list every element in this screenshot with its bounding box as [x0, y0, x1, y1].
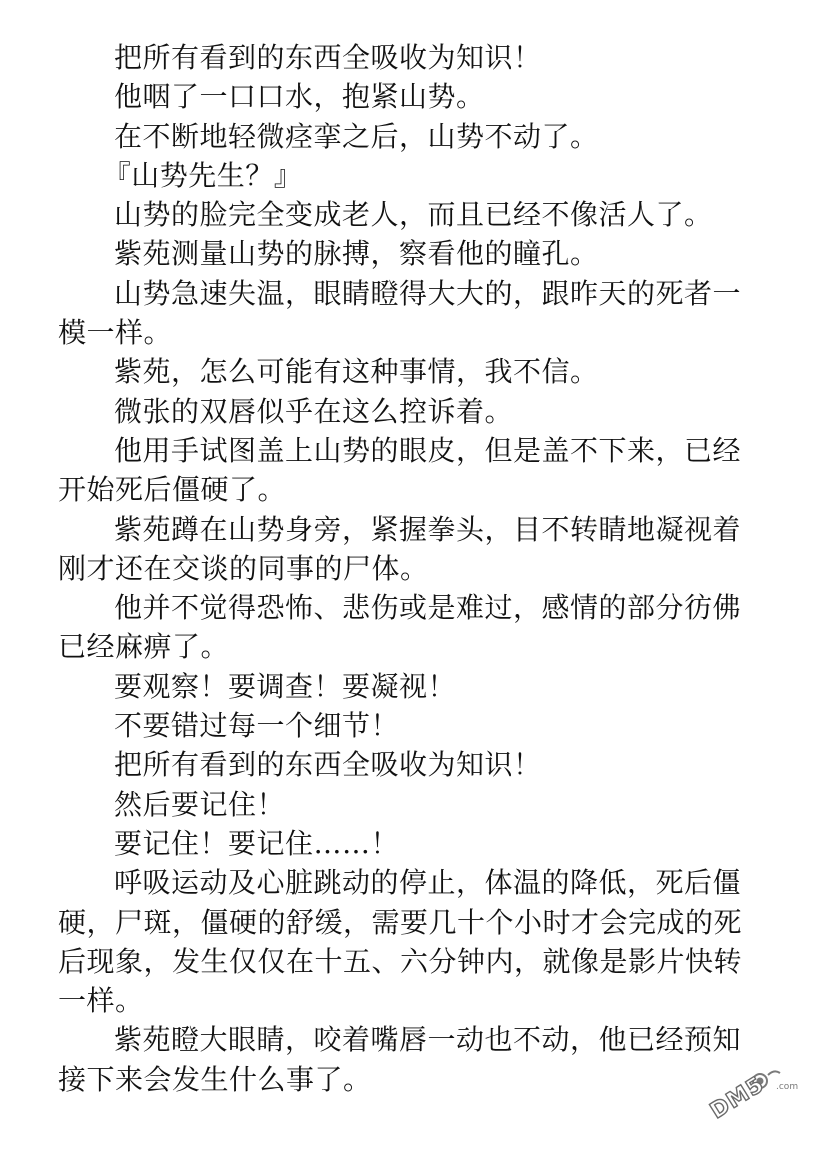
paragraph: 不要错过每一个细节！	[114, 709, 400, 743]
novel-page-body	[58, 38, 758, 1099]
paragraph: 他用手试图盖上山势的眼皮，但是盖不下来，已经开始死后僵硬了。	[58, 433, 742, 507]
paragraph: 他并不觉得恐怖、悲伤或是难过，感情的部分彷佛已经麻痹了。	[58, 591, 742, 664]
watermark-domain: .com	[776, 1082, 799, 1092]
paragraph: 然后要记住！	[114, 787, 286, 821]
paragraph: 他咽了一口口水，抱紧山势。	[114, 80, 485, 114]
paragraph: 山势急速失温，眼睛瞪得大大的，跟昨天的死者一模一样。	[58, 276, 742, 350]
paragraph: 把所有看到的东西全吸收为知识！	[114, 748, 542, 782]
paragraph: 山势的脸完全变成老人，而且已经不像活人了。	[114, 198, 713, 232]
dm5-watermark	[698, 1063, 808, 1153]
paragraph: 紫苑，怎么可能有这种事情，我不信。	[114, 355, 599, 389]
paragraph: 要观察！要调查！要凝视！	[114, 669, 457, 703]
paragraph: 呼吸运动及心脏跳动的停止，体温的降低，死后僵硬，尸斑，僵硬的舒缓，需要几十个小时才会完成的死后现象，发生仅仅在十五、六分钟内，就像是影片快转一样。	[58, 866, 743, 1018]
paragraph: 在不断地轻微痉挛之后，山势不动了。	[114, 119, 599, 153]
paragraph: 紫苑蹲在山势身旁，紧握拳头，目不转睛地凝视着刚才还在交谈的同事的尸体。	[58, 512, 742, 585]
paragraph: 微张的双唇似乎在这么控诉着。	[114, 394, 514, 428]
paragraph: 把所有看到的东西全吸收为知识！	[114, 41, 542, 74]
paragraph: 『山势先生？』	[102, 158, 303, 192]
paragraph: 紫苑瞪大眼睛，咬着嘴唇一动也不动，他已经预知接下来会发生什么事了。	[58, 1023, 742, 1096]
paragraph: 紫苑测量山势的脉搏，察看他的瞳孔。	[114, 237, 599, 271]
paragraph: 要记住！要记住……！	[114, 826, 400, 860]
watermark-text: DM5	[706, 1072, 769, 1125]
